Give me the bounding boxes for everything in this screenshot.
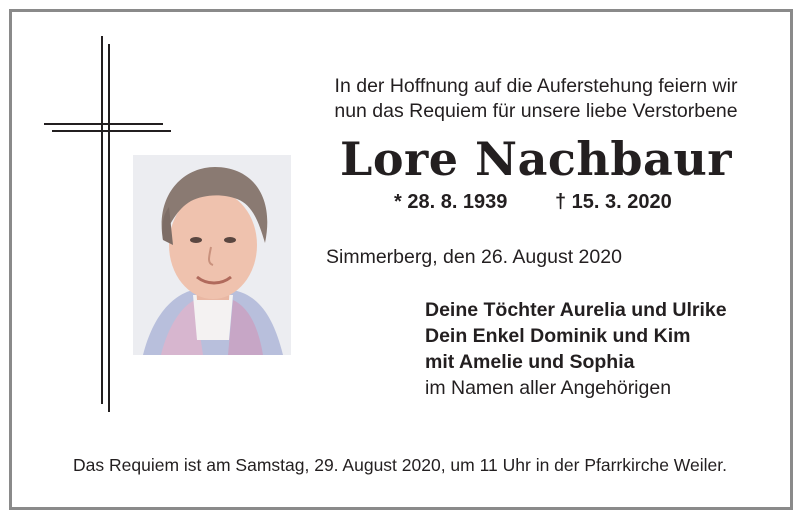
intro-text (300, 74, 772, 124)
deceased-name: Lore Nachbaur (340, 132, 732, 186)
death-date: † 15. 3. 2020 (555, 191, 672, 213)
portrait-photo (133, 155, 291, 355)
place-and-date: Simmerberg, den 26. August 2020 (326, 246, 622, 268)
signers-block (425, 297, 727, 401)
signer-line: Deine Töchter Aurelia und Ulrike (425, 299, 727, 321)
signer-line: mit Amelie und Sophia (425, 351, 635, 373)
intro-line-1: In der Hoffnung auf die Auferstehung feiern wir (334, 75, 738, 97)
birth-date: * 28. 8. 1939 (394, 191, 508, 213)
signers-note: im Namen aller Angehörigen (425, 377, 672, 399)
intro-line-2: nun das Requiem für unsere liebe Verstorbene (334, 100, 738, 122)
requiem-info: Das Requiem ist am Samstag, 29. August 2020, um 11 Uhr in der Pfarrkirche Weiler. (73, 455, 727, 475)
signer-line: Dein Enkel Dominik und Kim (425, 325, 691, 347)
